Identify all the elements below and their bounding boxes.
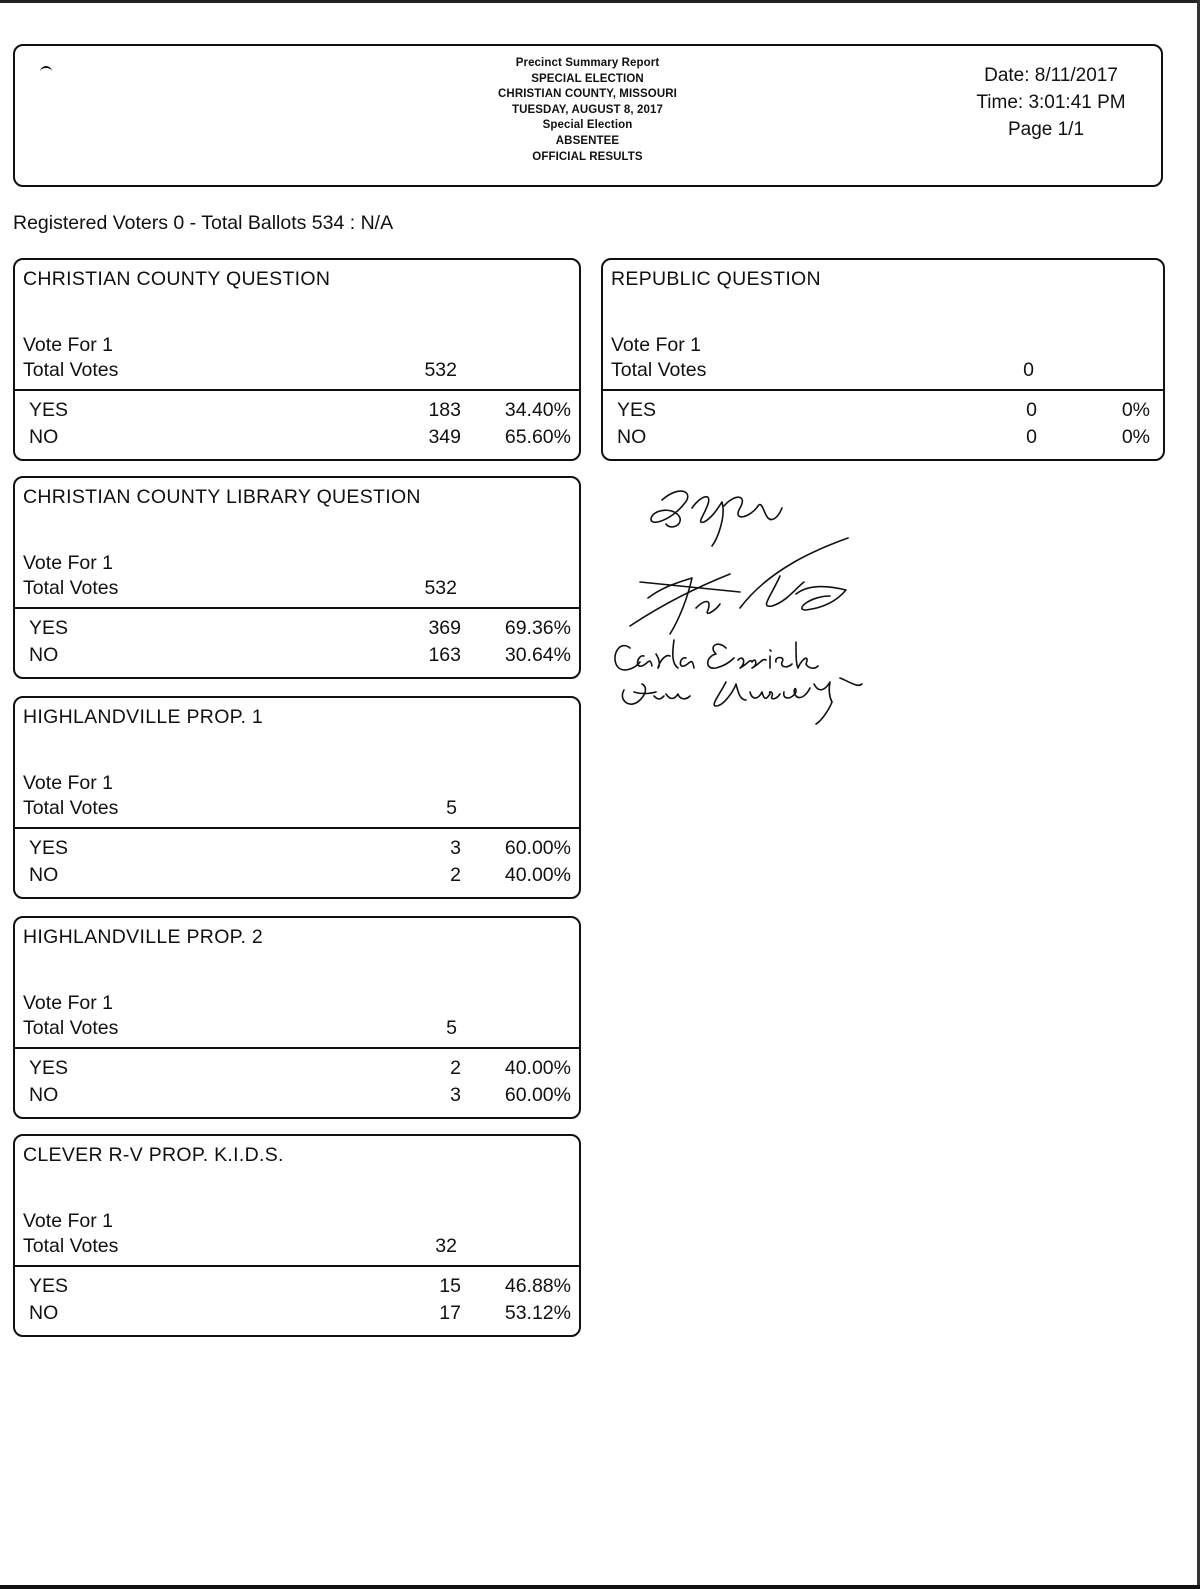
choice-row <box>15 1275 579 1302</box>
choice-votes: 369 <box>428 617 461 639</box>
report-subtitle-line: SPECIAL ELECTION <box>531 72 644 85</box>
choice-name: NO <box>29 864 59 886</box>
choice-votes: 0 <box>1026 426 1037 448</box>
choice-name: YES <box>29 399 69 421</box>
contest-title: CHRISTIAN COUNTY QUESTION <box>23 268 331 290</box>
total-votes-label: Total Votes <box>23 359 119 381</box>
contest-box-highlandville-prop-2 <box>13 916 581 1119</box>
choice-row <box>603 399 1163 426</box>
total-votes-value: 5 <box>446 797 457 819</box>
choice-name: NO <box>617 426 647 448</box>
total-votes-label: Total Votes <box>23 1017 119 1039</box>
report-date: Date: 8/11/2017 <box>984 65 1118 86</box>
choice-row <box>15 399 579 426</box>
choice-percent: 40.00% <box>504 1057 571 1079</box>
contest-title: CLEVER R-V PROP. K.I.D.S. <box>23 1144 284 1166</box>
report-title: Precinct Summary Report <box>515 57 660 69</box>
handwritten-signatures-icon <box>600 478 930 738</box>
report-subtitle-line: ABSENTEE <box>555 134 620 147</box>
total-votes-value: 0 <box>1023 359 1034 381</box>
choice-votes: 17 <box>439 1302 461 1324</box>
contest-title: CHRISTIAN COUNTY LIBRARY QUESTION <box>23 486 421 508</box>
choice-percent: 46.88% <box>504 1275 571 1297</box>
choice-name: YES <box>29 837 69 859</box>
report-time: Time: 3:01:41 PM <box>976 92 1126 113</box>
contest-title: REPUBLIC QUESTION <box>611 268 821 290</box>
contest-divider <box>13 607 581 609</box>
report-subtitle-line: TUESDAY, AUGUST 8, 2017 <box>511 103 663 116</box>
choice-votes: 3 <box>450 1084 461 1106</box>
choice-votes: 2 <box>450 1057 461 1079</box>
contest-divider <box>601 389 1165 391</box>
choice-name: YES <box>29 1057 69 1079</box>
page-number: Page 1/1 <box>1007 119 1085 140</box>
signature-drawing <box>600 478 930 738</box>
report-title-block <box>365 56 810 165</box>
total-votes-label: Total Votes <box>611 359 707 381</box>
choice-name: NO <box>29 1084 59 1106</box>
total-votes-label: Total Votes <box>23 1235 119 1257</box>
choice-votes: 3 <box>450 837 461 859</box>
choice-name: YES <box>617 399 657 421</box>
contest-divider <box>13 389 581 391</box>
total-votes-label: Total Votes <box>23 797 119 819</box>
report-subtitle-line: OFFICIAL RESULTS <box>532 150 643 163</box>
choice-row <box>15 426 579 453</box>
header-mark <box>40 66 52 74</box>
contest-box-clever-rv-prop-kids <box>13 1134 581 1337</box>
choice-percent: 60.00% <box>504 837 571 859</box>
choice-row <box>15 644 579 671</box>
contest-title: HIGHLANDVILLE PROP. 2 <box>23 926 264 948</box>
choice-votes: 183 <box>428 399 461 421</box>
choice-percent: 60.00% <box>504 1084 571 1106</box>
choice-percent: 0% <box>1121 426 1150 448</box>
choice-row <box>15 1084 579 1111</box>
choice-votes: 349 <box>428 426 461 448</box>
total-votes-value: 32 <box>435 1235 457 1257</box>
report-meta <box>951 62 1151 143</box>
contest-box-christian-county-question <box>13 258 581 461</box>
choice-row <box>15 1057 579 1084</box>
choice-percent: 30.64% <box>504 644 571 666</box>
choice-name: NO <box>29 1302 59 1324</box>
report-subtitle-line: Special Election <box>542 119 633 132</box>
choice-votes: 15 <box>439 1275 461 1297</box>
contest-divider <box>13 1047 581 1049</box>
vote-for-label: Vote For 1 <box>23 772 113 794</box>
choice-name: YES <box>29 1275 69 1297</box>
choice-name: YES <box>29 617 69 639</box>
choice-row <box>15 617 579 644</box>
contest-divider <box>13 1265 581 1267</box>
total-votes-label: Total Votes <box>23 577 119 599</box>
choice-row <box>603 426 1163 453</box>
total-votes-value: 532 <box>424 577 457 599</box>
choice-votes: 2 <box>450 864 461 886</box>
choice-row <box>15 837 579 864</box>
choice-percent: 69.36% <box>504 617 571 639</box>
total-votes-value: 532 <box>424 359 457 381</box>
vote-for-label: Vote For 1 <box>23 552 113 574</box>
choice-name: NO <box>29 426 59 448</box>
vote-for-label: Vote For 1 <box>611 334 701 356</box>
vote-for-label: Vote For 1 <box>23 334 113 356</box>
page-edge-bottom <box>0 1585 1200 1589</box>
choice-percent: 34.40% <box>504 399 571 421</box>
contest-box-republic-question <box>601 258 1165 461</box>
choice-percent: 65.60% <box>504 426 571 448</box>
contest-box-highlandville-prop-1 <box>13 696 581 899</box>
contest-title: HIGHLANDVILLE PROP. 1 <box>23 706 264 728</box>
contest-divider <box>13 827 581 829</box>
registered-voters-summary: Registered Voters 0 - Total Ballots 534 : N/A <box>13 212 394 234</box>
page-edge-top <box>0 0 1200 3</box>
choice-percent: 0% <box>1121 399 1150 421</box>
total-votes-value: 5 <box>446 1017 457 1039</box>
choice-votes: 0 <box>1026 399 1037 421</box>
vote-for-label: Vote For 1 <box>23 1210 113 1232</box>
choice-percent: 40.00% <box>504 864 571 886</box>
choice-percent: 53.12% <box>504 1302 571 1324</box>
report-header <box>13 44 1163 187</box>
choice-row <box>15 864 579 891</box>
vote-for-label: Vote For 1 <box>23 992 113 1014</box>
choice-row <box>15 1302 579 1329</box>
contest-box-christian-county-library-question <box>13 476 581 679</box>
report-subtitle-line: CHRISTIAN COUNTY, MISSOURI <box>498 88 677 101</box>
choice-votes: 163 <box>428 644 461 666</box>
choice-name: NO <box>29 644 59 666</box>
